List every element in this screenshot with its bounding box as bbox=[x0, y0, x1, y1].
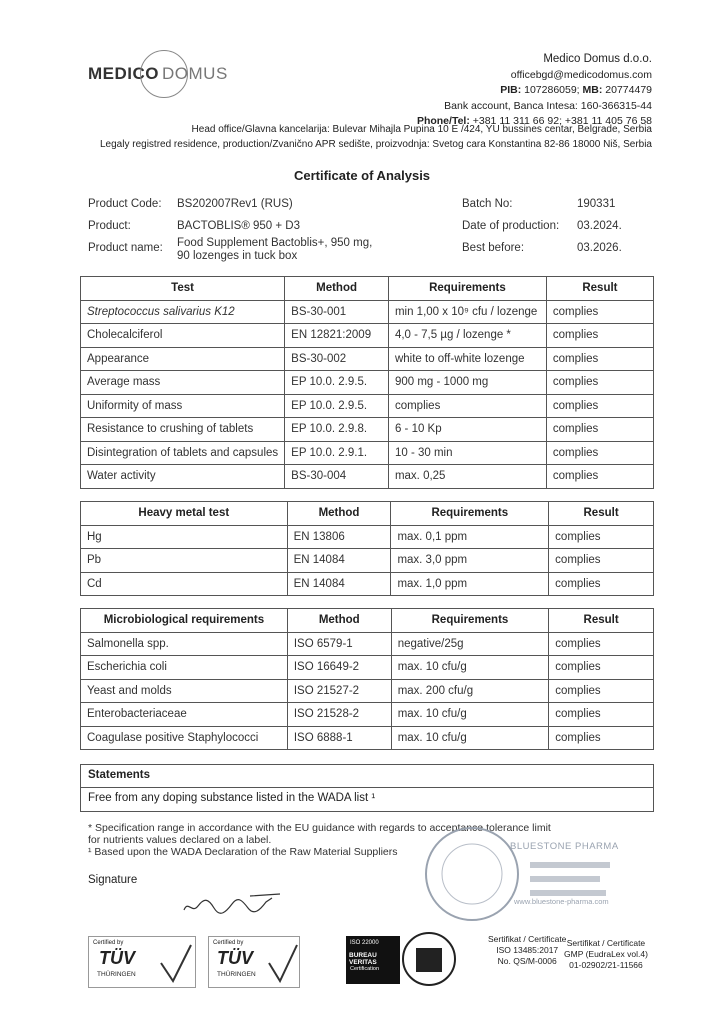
product-code: BS202007Rev1 (RUS) bbox=[177, 198, 293, 210]
test-method: EP 10.0. 2.9.5. bbox=[285, 371, 389, 395]
test-requirement: min 1,00 x 10⁹ cfu / lozenge bbox=[388, 300, 546, 324]
micro-result: complies bbox=[549, 726, 654, 750]
micro-name: Enterobacteriaceae bbox=[81, 703, 288, 727]
batch-value: 190331 bbox=[577, 198, 616, 210]
table-header bbox=[81, 277, 654, 301]
metal-method: EN 14084 bbox=[287, 549, 391, 573]
header-requirements: Requirements bbox=[388, 277, 546, 301]
table-row bbox=[81, 441, 654, 465]
product-name-label: Product name: bbox=[88, 242, 163, 254]
signature-scribble bbox=[180, 890, 290, 920]
table-row bbox=[81, 572, 654, 596]
metal-result: complies bbox=[549, 572, 654, 596]
metal-name: Hg bbox=[81, 525, 288, 549]
table-row bbox=[81, 679, 654, 703]
micro-requirement: max. 10 cfu/g bbox=[391, 703, 549, 727]
table-row bbox=[81, 656, 654, 680]
test-name: Disintegration of tablets and capsules bbox=[81, 441, 285, 465]
bureau-veritas-badge: ISO 22000 BUREAU VERITAS Certification bbox=[346, 936, 400, 984]
tuv-badge-1: Certified by TÜV THÜRINGEN bbox=[88, 936, 196, 988]
test-method: EP 10.0. 2.9.5. bbox=[285, 394, 389, 418]
table-row bbox=[81, 347, 654, 371]
best-before-label: Best before: bbox=[462, 242, 525, 254]
micro-result: complies bbox=[549, 632, 654, 656]
production-value: 03.2024. bbox=[577, 220, 622, 232]
microbiology-table bbox=[80, 608, 654, 750]
bureau-veritas-seal bbox=[400, 930, 458, 988]
micro-method: ISO 6888-1 bbox=[287, 726, 391, 750]
header-requirements: Requirements bbox=[391, 502, 549, 526]
test-result: complies bbox=[546, 347, 653, 371]
test-result: complies bbox=[546, 300, 653, 324]
micro-result: complies bbox=[549, 679, 654, 703]
head-office: Head office/Glavna kancelarija: Bulevar Mihajla Pupina 10 E /424, YU bussines centar, Belgrade, Serbia bbox=[191, 124, 652, 135]
company-bank: Bank account, Banca Intesa: 160-366315-44 bbox=[444, 99, 652, 112]
company-info bbox=[417, 52, 652, 130]
header-test: Test bbox=[81, 277, 285, 301]
stamp-website: www.bluestone-pharma.com bbox=[514, 897, 609, 906]
header-result: Result bbox=[549, 609, 654, 633]
best-before-value: 03.2026. bbox=[577, 242, 622, 254]
statements-header: Statements bbox=[81, 765, 653, 788]
logo-medico: MEDICO bbox=[88, 64, 159, 83]
tests-table bbox=[80, 276, 654, 489]
page-title: Certificate of Analysis bbox=[293, 168, 431, 183]
header-micro: Microbiological requirements bbox=[81, 609, 288, 633]
header-method: Method bbox=[287, 609, 391, 633]
table-header bbox=[81, 609, 654, 633]
micro-requirement: max. 200 cfu/g bbox=[391, 679, 549, 703]
micro-result: complies bbox=[549, 656, 654, 680]
tuv-badge-2: Certified by TÜV THÜRINGEN bbox=[208, 936, 300, 988]
micro-method: ISO 6579-1 bbox=[287, 632, 391, 656]
metal-result: complies bbox=[549, 549, 654, 573]
company-stamp bbox=[420, 822, 640, 932]
test-result: complies bbox=[546, 441, 653, 465]
product-value: BACTOBLIS® 950 + D3 bbox=[177, 220, 301, 232]
test-requirement: 6 - 10 Kp bbox=[388, 418, 546, 442]
table-header bbox=[81, 502, 654, 526]
test-name: Cholecalciferol bbox=[81, 324, 285, 348]
table-row bbox=[81, 726, 654, 750]
heavy-metal-table bbox=[80, 501, 654, 596]
product-name-line1: Food Supplement Bactoblis+, 950 mg, bbox=[177, 237, 373, 249]
stamp-brand: BLUESTONE PHARMA bbox=[510, 841, 619, 852]
signature-label: Signature bbox=[88, 874, 138, 886]
header-result: Result bbox=[546, 277, 653, 301]
statements-box bbox=[80, 764, 654, 812]
test-method: EP 10.0. 2.9.8. bbox=[285, 418, 389, 442]
test-result: complies bbox=[546, 465, 653, 489]
table-row bbox=[81, 300, 654, 324]
test-requirement: complies bbox=[388, 394, 546, 418]
test-requirement: white to off-white lozenge bbox=[388, 347, 546, 371]
table-row bbox=[81, 394, 654, 418]
legal-residence: Legaly registred residence, production/Zvanično APR sedište, proizvodnja: Svetog cara Konstantina 82-86 18000 Niš, Serbia bbox=[100, 139, 652, 150]
metal-requirement: max. 0,1 ppm bbox=[391, 525, 549, 549]
test-method: BS-30-002 bbox=[285, 347, 389, 371]
table-row bbox=[81, 632, 654, 656]
product-name-line2: 90 lozenges in tuck box bbox=[177, 250, 298, 262]
statements-text: Free from any doping substance listed in the WADA list ¹ bbox=[88, 792, 376, 804]
micro-method: ISO 21527-2 bbox=[287, 679, 391, 703]
micro-name: Escherichia coli bbox=[81, 656, 288, 680]
company-ids: PIB: 107286059; MB: 20774479 bbox=[500, 84, 652, 96]
test-requirement: 900 mg - 1000 mg bbox=[388, 371, 546, 395]
table-row bbox=[81, 465, 654, 489]
table-row bbox=[81, 703, 654, 727]
micro-requirement: max. 10 cfu/g bbox=[391, 726, 549, 750]
metal-name: Pb bbox=[81, 549, 288, 573]
batch-label: Batch No: bbox=[462, 198, 513, 210]
metal-requirement: max. 3,0 ppm bbox=[391, 549, 549, 573]
test-name: Average mass bbox=[81, 371, 285, 395]
test-requirement: 4,0 - 7,5 µg / lozenge * bbox=[388, 324, 546, 348]
footnote-1: * Specification range in accordance with the EU guidance with regards to acceptance tolerance limit bbox=[88, 822, 551, 834]
table-row bbox=[81, 371, 654, 395]
table-row bbox=[81, 324, 654, 348]
product-code-label: Product Code: bbox=[88, 198, 162, 210]
micro-name: Salmonella spp. bbox=[81, 632, 288, 656]
table-row bbox=[81, 549, 654, 573]
checkmark-icon bbox=[267, 943, 299, 985]
test-name: Appearance bbox=[81, 347, 285, 371]
production-label: Date of production: bbox=[462, 220, 560, 232]
logo-domus: DOMUS bbox=[162, 64, 228, 83]
micro-method: ISO 16649-2 bbox=[287, 656, 391, 680]
test-method: BS-30-001 bbox=[285, 300, 389, 324]
gmp-cert: Sertifikat / Certificate GMP (EudraLex vol.4) 01-02902/21-11566 bbox=[564, 938, 648, 970]
metal-method: EN 13806 bbox=[287, 525, 391, 549]
metal-requirement: max. 1,0 ppm bbox=[391, 572, 549, 596]
test-result: complies bbox=[546, 371, 653, 395]
test-method: EN 12821:2009 bbox=[285, 324, 389, 348]
checkmark-icon bbox=[159, 943, 193, 985]
company-name: Medico Domus d.o.o. bbox=[543, 53, 652, 65]
metal-method: EN 14084 bbox=[287, 572, 391, 596]
company-phone: Phone/Tel: +381 11 311 66 92; +381 11 405 76 58 bbox=[416, 115, 652, 127]
metal-name: Cd bbox=[81, 572, 288, 596]
header-requirements: Requirements bbox=[391, 609, 549, 633]
micro-requirement: max. 10 cfu/g bbox=[391, 656, 549, 680]
table-row bbox=[81, 525, 654, 549]
company-email: officebgd@medicodomus.com bbox=[510, 68, 652, 81]
header-method: Method bbox=[285, 277, 389, 301]
test-result: complies bbox=[546, 394, 653, 418]
header-heavy-metal: Heavy metal test bbox=[81, 502, 288, 526]
micro-method: ISO 21528-2 bbox=[287, 703, 391, 727]
test-method: BS-30-004 bbox=[285, 465, 389, 489]
company-logo bbox=[88, 50, 238, 100]
micro-name: Yeast and molds bbox=[81, 679, 288, 703]
product-label: Product: bbox=[88, 220, 131, 232]
company-address bbox=[100, 122, 652, 152]
test-result: complies bbox=[546, 418, 653, 442]
table-row bbox=[81, 418, 654, 442]
header-method: Method bbox=[287, 502, 391, 526]
test-name: Streptococcus salivarius K12 bbox=[81, 300, 285, 324]
micro-result: complies bbox=[549, 703, 654, 727]
test-requirement: 10 - 30 min bbox=[388, 441, 546, 465]
micro-name: Coagulase positive Staphylococci bbox=[81, 726, 288, 750]
test-result: complies bbox=[546, 324, 653, 348]
micro-requirement: negative/25g bbox=[391, 632, 549, 656]
footnote-1-cont: for nutrients values declared on a label. bbox=[88, 834, 272, 846]
metal-result: complies bbox=[549, 525, 654, 549]
footnote-2: ¹ Based upon the WADA Declaration of the Raw Material Suppliers bbox=[88, 846, 398, 858]
test-name: Water activity bbox=[81, 465, 285, 489]
test-name: Resistance to crushing of tablets bbox=[81, 418, 285, 442]
iso-cert: Sertifikat / Certificate ISO 13485:2017 No. QS/M-0006 bbox=[488, 934, 567, 966]
test-name: Uniformity of mass bbox=[81, 394, 285, 418]
header-result: Result bbox=[549, 502, 654, 526]
test-method: EP 10.0. 2.9.1. bbox=[285, 441, 389, 465]
test-requirement: max. 0,25 bbox=[388, 465, 546, 489]
